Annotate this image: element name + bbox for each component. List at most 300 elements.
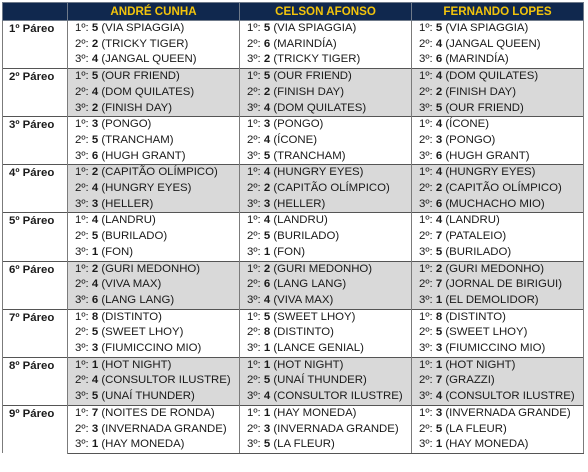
pick-position: 1º: bbox=[75, 118, 89, 131]
pick-cell bbox=[68, 341, 240, 357]
pick-cell bbox=[412, 422, 584, 438]
pick-position: 1º: bbox=[247, 118, 261, 131]
pick-position: 3º: bbox=[247, 149, 261, 162]
pick-horse-name: (LANDRU) bbox=[273, 214, 328, 227]
table-row bbox=[3, 229, 584, 245]
pick-number: 5 bbox=[263, 374, 271, 387]
pick-horse-name: (DISTINTO) bbox=[101, 310, 162, 323]
pick-horse-name: (TRICKY TIGER) bbox=[273, 53, 361, 66]
pick-horse-name: (HUGH GRANT) bbox=[445, 149, 530, 162]
pick-number: 4 bbox=[91, 278, 99, 291]
pick-cell bbox=[68, 52, 240, 68]
pick-cell bbox=[240, 52, 412, 68]
pick-cell bbox=[68, 261, 240, 277]
pick-horse-name: (VIVA MAX) bbox=[101, 278, 162, 291]
pick-number: 7 bbox=[435, 278, 443, 291]
pick-cell bbox=[240, 357, 412, 373]
pick-number: 5 bbox=[263, 438, 271, 451]
column-header-fernando-lopes: FERNANDO LOPES bbox=[412, 3, 584, 21]
table-row bbox=[3, 85, 584, 101]
pick-number: 4 bbox=[91, 53, 99, 66]
pick-horse-name: (HAY MONEDA) bbox=[445, 438, 529, 451]
pick-position: 2º: bbox=[419, 278, 433, 291]
pick-horse-name: (PONGO) bbox=[273, 118, 324, 131]
pick-number: 6 bbox=[435, 53, 443, 66]
pick-number: 4 bbox=[263, 390, 271, 403]
pick-position: 2º: bbox=[247, 230, 261, 243]
race-group bbox=[3, 405, 584, 453]
pick-horse-name: (FON) bbox=[101, 245, 133, 258]
pick-cell bbox=[240, 405, 412, 421]
pick-cell bbox=[240, 149, 412, 165]
pick-position: 3º: bbox=[247, 438, 261, 451]
pick-cell bbox=[68, 181, 240, 197]
pick-cell bbox=[68, 21, 240, 37]
race-group bbox=[3, 21, 584, 69]
table-row bbox=[3, 277, 584, 293]
pick-horse-name: (FINISH DAY) bbox=[101, 101, 173, 114]
pick-cell bbox=[412, 69, 584, 85]
pick-horse-name: (VIVA MAX) bbox=[273, 293, 334, 306]
pick-number: 2 bbox=[91, 101, 99, 114]
pick-position: 1º: bbox=[419, 262, 433, 275]
table-row bbox=[3, 373, 584, 389]
pick-number: 4 bbox=[263, 101, 271, 114]
pick-horse-name: (HAY MONEDA) bbox=[101, 438, 185, 451]
pick-position: 2º: bbox=[75, 374, 89, 387]
table-row bbox=[3, 117, 584, 133]
race-group bbox=[3, 117, 584, 165]
pick-cell bbox=[412, 181, 584, 197]
pick-number: 4 bbox=[435, 166, 443, 179]
pick-cell bbox=[240, 293, 412, 309]
pick-position: 3º: bbox=[75, 342, 89, 355]
pick-position: 1º: bbox=[419, 70, 433, 83]
pick-cell bbox=[412, 357, 584, 373]
race-label: 3º Páreo bbox=[3, 117, 68, 165]
pick-number: 1 bbox=[435, 293, 443, 306]
pick-cell bbox=[240, 373, 412, 389]
table-row bbox=[3, 293, 584, 309]
pick-cell bbox=[68, 389, 240, 405]
pick-cell bbox=[412, 85, 584, 101]
pick-position: 3º: bbox=[419, 342, 433, 355]
pick-cell bbox=[68, 149, 240, 165]
pick-horse-name: (FIUMICCINO MIO) bbox=[445, 342, 546, 355]
pick-cell bbox=[68, 437, 240, 453]
pick-position: 1º: bbox=[75, 214, 89, 227]
pick-horse-name: (ÍCONE) bbox=[273, 133, 318, 146]
table-row bbox=[3, 309, 584, 325]
pick-cell bbox=[412, 245, 584, 261]
pick-cell bbox=[412, 341, 584, 357]
pick-number: 4 bbox=[263, 166, 271, 179]
pick-horse-name: (OUR FRIEND) bbox=[445, 101, 524, 114]
pick-number: 1 bbox=[263, 406, 271, 419]
pick-number: 8 bbox=[435, 310, 443, 323]
pick-number: 1 bbox=[435, 358, 443, 371]
pick-cell bbox=[412, 293, 584, 309]
pick-cell bbox=[240, 37, 412, 53]
pick-cell bbox=[240, 245, 412, 261]
pick-cell bbox=[240, 85, 412, 101]
pick-number: 4 bbox=[435, 390, 443, 403]
pick-position: 2º: bbox=[75, 422, 89, 435]
pick-number: 3 bbox=[263, 422, 271, 435]
pick-position: 1º: bbox=[247, 22, 261, 34]
pick-horse-name: (GRAZZI) bbox=[445, 374, 495, 387]
pick-position: 2º: bbox=[75, 182, 89, 195]
table-row bbox=[3, 69, 584, 85]
pick-horse-name: (BURILADO) bbox=[273, 230, 340, 243]
pick-horse-name: (LANDRU) bbox=[101, 214, 156, 227]
pick-number: 6 bbox=[91, 293, 99, 306]
pick-horse-name: (DISTINTO) bbox=[273, 326, 334, 339]
pick-cell bbox=[68, 101, 240, 117]
pick-number: 7 bbox=[91, 406, 99, 419]
pick-position: 2º: bbox=[247, 422, 261, 435]
table-row bbox=[3, 245, 584, 261]
pick-number: 3 bbox=[435, 342, 443, 355]
pick-cell bbox=[240, 277, 412, 293]
pick-number: 6 bbox=[263, 37, 271, 50]
pick-number: 6 bbox=[435, 149, 443, 162]
table-row bbox=[3, 437, 584, 453]
pick-cell bbox=[68, 325, 240, 341]
pick-horse-name: (LANDRU) bbox=[445, 214, 500, 227]
pick-cell bbox=[412, 389, 584, 405]
pick-cell bbox=[240, 101, 412, 117]
table-row bbox=[3, 389, 584, 405]
pick-position: 3º: bbox=[247, 293, 261, 306]
pick-cell bbox=[240, 213, 412, 229]
pick-horse-name: (JANGAL QUEEN) bbox=[445, 37, 541, 50]
pick-cell bbox=[68, 213, 240, 229]
pick-horse-name: (ÍCONE) bbox=[445, 118, 490, 131]
pick-number: 4 bbox=[91, 182, 99, 195]
pick-horse-name: (INVERNADA GRANDE) bbox=[273, 422, 399, 435]
pick-cell bbox=[240, 69, 412, 85]
pick-horse-name: (UNAÍ THUNDER) bbox=[101, 390, 195, 403]
pick-horse-name: (HUNGRY EYES) bbox=[101, 182, 192, 195]
pick-horse-name: (VIA SPIAGGIA) bbox=[273, 22, 357, 34]
pick-number: 5 bbox=[263, 310, 271, 323]
pick-horse-name: (BURILADO) bbox=[101, 230, 168, 243]
table-row bbox=[3, 341, 584, 357]
pick-number: 5 bbox=[263, 149, 271, 162]
pick-cell bbox=[412, 197, 584, 213]
pick-cell bbox=[412, 325, 584, 341]
column-header-celson-afonso: CELSON AFONSO bbox=[240, 3, 412, 21]
pick-cell bbox=[412, 21, 584, 37]
pick-cell bbox=[68, 117, 240, 133]
pick-cell bbox=[412, 165, 584, 181]
pick-number: 3 bbox=[435, 406, 443, 419]
picks-table bbox=[2, 2, 584, 454]
pick-position: 2º: bbox=[419, 422, 433, 435]
pick-position: 2º: bbox=[75, 326, 89, 339]
pick-cell bbox=[412, 437, 584, 453]
pick-cell bbox=[412, 277, 584, 293]
pick-horse-name: (GURI MEDONHO) bbox=[273, 262, 373, 275]
pick-cell bbox=[412, 373, 584, 389]
race-label: 6º Páreo bbox=[3, 261, 68, 309]
pick-horse-name: (PATALEIO) bbox=[445, 230, 507, 243]
pick-number: 2 bbox=[435, 182, 443, 195]
pick-position: 2º: bbox=[419, 85, 433, 98]
pick-number: 2 bbox=[91, 37, 99, 50]
pick-position: 1º: bbox=[75, 70, 89, 83]
pick-horse-name: (FINISH DAY) bbox=[273, 85, 345, 98]
pick-position: 3º: bbox=[75, 197, 89, 210]
pick-horse-name: (UNAÍ THUNDER) bbox=[273, 374, 367, 387]
pick-horse-name: (MUCHACHO MIO) bbox=[445, 197, 545, 210]
pick-horse-name: (LANCE GENIAL) bbox=[273, 342, 364, 355]
race-group bbox=[3, 309, 584, 357]
race-label: 5º Páreo bbox=[3, 213, 68, 261]
pick-position: 3º: bbox=[75, 390, 89, 403]
pick-cell bbox=[412, 213, 584, 229]
pick-position: 3º: bbox=[419, 149, 433, 162]
pick-position: 3º: bbox=[247, 342, 261, 355]
pick-horse-name: (SWEET LHOY) bbox=[101, 326, 184, 339]
race-group bbox=[3, 261, 584, 309]
pick-cell bbox=[240, 21, 412, 37]
pick-position: 1º: bbox=[75, 310, 89, 323]
race-label: 8º Páreo bbox=[3, 357, 68, 405]
pick-position: 3º: bbox=[419, 390, 433, 403]
pick-horse-name: (HOT NIGHT) bbox=[445, 358, 516, 371]
pick-cell bbox=[68, 405, 240, 421]
pick-position: 3º: bbox=[419, 245, 433, 258]
pick-number: 1 bbox=[91, 438, 99, 451]
pick-horse-name: (LANG LANG) bbox=[273, 278, 347, 291]
pick-cell bbox=[68, 357, 240, 373]
pick-horse-name: (JANGAL QUEEN) bbox=[101, 53, 197, 66]
pick-number: 3 bbox=[91, 342, 99, 355]
pick-horse-name: (HELLER) bbox=[101, 197, 154, 210]
table-row bbox=[3, 52, 584, 68]
race-label: 1º Páreo bbox=[3, 21, 68, 69]
pick-position: 3º: bbox=[419, 293, 433, 306]
table-row bbox=[3, 149, 584, 165]
pick-horse-name: (OUR FRIEND) bbox=[273, 70, 352, 83]
pick-position: 3º: bbox=[75, 438, 89, 451]
pick-cell bbox=[68, 229, 240, 245]
pick-number: 4 bbox=[91, 85, 99, 98]
pick-cell bbox=[68, 245, 240, 261]
pick-position: 1º: bbox=[75, 406, 89, 419]
pick-cell bbox=[412, 261, 584, 277]
pick-position: 3º: bbox=[247, 390, 261, 403]
race-group bbox=[3, 357, 584, 405]
pick-horse-name: (CONSULTOR ILUSTRE) bbox=[445, 390, 575, 403]
pick-horse-name: (VIA SPIAGGIA) bbox=[101, 22, 185, 34]
pick-cell bbox=[68, 165, 240, 181]
pick-number: 7 bbox=[435, 374, 443, 387]
pick-cell bbox=[240, 422, 412, 438]
table-row bbox=[3, 422, 584, 438]
pick-position: 1º: bbox=[247, 214, 261, 227]
pick-position: 3º: bbox=[247, 197, 261, 210]
pick-number: 8 bbox=[91, 310, 99, 323]
pick-position: 1º: bbox=[419, 358, 433, 371]
pick-horse-name: (MARINDÍA) bbox=[445, 53, 509, 66]
pick-cell bbox=[240, 341, 412, 357]
pick-horse-name: (SWEET LHOY) bbox=[445, 326, 528, 339]
pick-position: 3º: bbox=[75, 293, 89, 306]
pick-horse-name: (FON) bbox=[273, 245, 305, 258]
pick-position: 3º: bbox=[75, 245, 89, 258]
pick-position: 2º: bbox=[419, 326, 433, 339]
pick-position: 1º: bbox=[247, 358, 261, 371]
pick-cell bbox=[68, 69, 240, 85]
pick-horse-name: (FIUMICCINO MIO) bbox=[101, 342, 202, 355]
pick-horse-name: (GURI MEDONHO) bbox=[101, 262, 201, 275]
pick-number: 2 bbox=[435, 262, 443, 275]
pick-cell bbox=[412, 309, 584, 325]
pick-position: 3º: bbox=[419, 53, 433, 66]
pick-number: 3 bbox=[263, 197, 271, 210]
column-header-andre-cunha: ANDRÉ CUNHA bbox=[68, 3, 240, 21]
race-group bbox=[3, 165, 584, 213]
pick-horse-name: (LA FLEUR) bbox=[445, 422, 507, 435]
pick-horse-name: (CAPITÃO OLÍMPICO) bbox=[101, 166, 218, 179]
pick-number: 2 bbox=[263, 262, 271, 275]
table-row bbox=[3, 181, 584, 197]
pick-cell bbox=[240, 325, 412, 341]
pick-horse-name: (CONSULTOR ILUSTRE) bbox=[273, 390, 403, 403]
pick-number: 5 bbox=[91, 230, 99, 243]
pick-position: 1º: bbox=[75, 358, 89, 371]
pick-cell bbox=[68, 37, 240, 53]
pick-position: 2º: bbox=[247, 374, 261, 387]
pick-position: 3º: bbox=[75, 101, 89, 114]
pick-number: 5 bbox=[435, 101, 443, 114]
pick-horse-name: (INVERNADA GRANDE) bbox=[445, 406, 571, 419]
pick-position: 1º: bbox=[419, 310, 433, 323]
pick-number: 4 bbox=[435, 70, 443, 83]
pick-position: 2º: bbox=[419, 133, 433, 146]
pick-number: 5 bbox=[91, 22, 99, 34]
pick-number: 4 bbox=[91, 214, 99, 227]
pick-horse-name: (HUGH GRANT) bbox=[101, 149, 186, 162]
pick-position: 1º: bbox=[247, 262, 261, 275]
table-row bbox=[3, 405, 584, 421]
pick-horse-name: (JORNAL DE BIRIGUI) bbox=[445, 278, 563, 291]
pick-number: 1 bbox=[91, 358, 99, 371]
table-row bbox=[3, 133, 584, 149]
pick-position: 2º: bbox=[419, 374, 433, 387]
pick-position: 3º: bbox=[419, 438, 433, 451]
pick-number: 1 bbox=[263, 342, 271, 355]
pick-position: 1º: bbox=[75, 166, 89, 179]
pick-number: 1 bbox=[263, 245, 271, 258]
pick-horse-name: (LA FLEUR) bbox=[273, 438, 335, 451]
pick-horse-name: (CAPITÃO OLÍMPICO) bbox=[445, 182, 562, 195]
race-label: 4º Páreo bbox=[3, 165, 68, 213]
pick-cell bbox=[68, 197, 240, 213]
pick-cell bbox=[412, 133, 584, 149]
pick-cell bbox=[412, 101, 584, 117]
pick-number: 6 bbox=[435, 197, 443, 210]
table-row bbox=[3, 101, 584, 117]
pick-cell bbox=[240, 181, 412, 197]
pick-position: 2º: bbox=[247, 326, 261, 339]
table-row bbox=[3, 21, 584, 37]
pick-number: 2 bbox=[263, 182, 271, 195]
pick-cell bbox=[412, 52, 584, 68]
pick-number: 4 bbox=[263, 293, 271, 306]
pick-horse-name: (EL DEMOLIDOR) bbox=[445, 293, 539, 306]
pick-cell bbox=[240, 389, 412, 405]
pick-horse-name: (MARINDÍA) bbox=[273, 37, 337, 50]
pick-horse-name: (DISTINTO) bbox=[445, 310, 506, 323]
pick-position: 2º: bbox=[247, 182, 261, 195]
pick-cell bbox=[412, 229, 584, 245]
pick-position: 1º: bbox=[419, 166, 433, 179]
pick-position: 3º: bbox=[247, 101, 261, 114]
pick-position: 2º: bbox=[247, 133, 261, 146]
pick-number: 2 bbox=[263, 53, 271, 66]
pick-cell bbox=[240, 133, 412, 149]
pick-horse-name: (INVERNADA GRANDE) bbox=[101, 422, 227, 435]
pick-position: 3º: bbox=[247, 245, 261, 258]
pick-position: 1º: bbox=[247, 310, 261, 323]
pick-position: 2º: bbox=[75, 85, 89, 98]
pick-cell bbox=[68, 373, 240, 389]
pick-number: 5 bbox=[263, 70, 271, 83]
pick-number: 5 bbox=[435, 245, 443, 258]
pick-number: 1 bbox=[91, 245, 99, 258]
pick-position: 1º: bbox=[247, 406, 261, 419]
pick-cell bbox=[240, 261, 412, 277]
pick-horse-name: (FINISH DAY) bbox=[445, 85, 517, 98]
pick-cell bbox=[412, 405, 584, 421]
header-row bbox=[3, 3, 584, 21]
pick-cell bbox=[68, 293, 240, 309]
pick-number: 4 bbox=[435, 118, 443, 131]
race-label: 2º Páreo bbox=[3, 69, 68, 117]
pick-horse-name: (DOM QUILATES) bbox=[101, 85, 195, 98]
pick-horse-name: (TRANCHAM) bbox=[101, 133, 174, 146]
pick-cell bbox=[240, 229, 412, 245]
pick-horse-name: (BURILADO) bbox=[445, 245, 512, 258]
pick-number: 5 bbox=[263, 230, 271, 243]
pick-horse-name: (CAPITÃO OLÍMPICO) bbox=[273, 182, 390, 195]
race-label: 7º Páreo bbox=[3, 309, 68, 357]
pick-number: 4 bbox=[435, 214, 443, 227]
pick-cell bbox=[240, 197, 412, 213]
pick-position: 2º: bbox=[419, 37, 433, 50]
pick-number: 3 bbox=[263, 118, 271, 131]
pick-cell bbox=[412, 37, 584, 53]
table-row bbox=[3, 325, 584, 341]
pick-number: 5 bbox=[263, 22, 271, 34]
table-row bbox=[3, 357, 584, 373]
pick-position: 1º: bbox=[419, 22, 433, 34]
pick-horse-name: (VIA SPIAGGIA) bbox=[445, 22, 529, 34]
pick-position: 2º: bbox=[75, 133, 89, 146]
race-label: 9º Páreo bbox=[3, 405, 68, 453]
pick-position: 1º: bbox=[419, 118, 433, 131]
pick-cell bbox=[68, 85, 240, 101]
pick-position: 1º: bbox=[419, 214, 433, 227]
pick-number: 3 bbox=[91, 118, 99, 131]
pick-position: 3º: bbox=[419, 197, 433, 210]
pick-cell bbox=[240, 437, 412, 453]
pick-position: 3º: bbox=[75, 53, 89, 66]
